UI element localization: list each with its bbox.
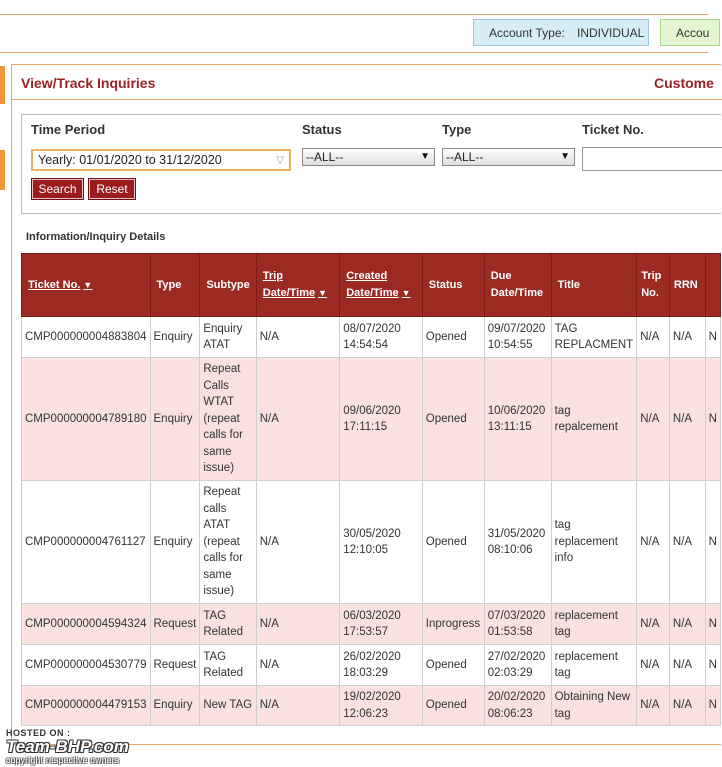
cell-ticket: CMP000000004594324 xyxy=(22,604,151,645)
column-header-created-datetime[interactable] xyxy=(340,254,423,317)
status-label: Status xyxy=(302,122,342,137)
cell-type: Enquiry xyxy=(150,317,200,358)
cell-title: replacement tag xyxy=(551,604,637,645)
cell-due: 07/03/2020 01:53:58 xyxy=(484,604,551,645)
cell-ticket: CMP000000004479153 xyxy=(22,686,151,726)
cell-type: Enquiry xyxy=(150,481,200,604)
account-type-value: INDIVIDUAL xyxy=(577,26,645,40)
column-header-rrn: RRN xyxy=(669,254,705,317)
cell-status: Opened xyxy=(422,481,484,604)
cell-trip: N/A xyxy=(256,604,339,645)
watermark-copyright: copyright respective owners xyxy=(6,755,120,765)
cell-trip-no: N/A xyxy=(637,358,670,481)
cell-due: 27/02/2020 02:03:29 xyxy=(484,645,551,686)
header-label: Ticket No. xyxy=(28,278,81,291)
cell-overflow: N xyxy=(705,645,720,686)
header-label: Date/Time xyxy=(346,287,399,299)
cell-overflow: N xyxy=(705,358,720,481)
cell-trip: N/A xyxy=(256,358,339,481)
cell-type: Enquiry xyxy=(150,358,200,481)
column-header-type: Type xyxy=(150,254,200,317)
cell-subtype: Repeat Calls WTAT (repeat calls for same issue) xyxy=(200,358,256,481)
column-header-title: Title xyxy=(551,254,637,317)
column-header-trip-no: Trip No. xyxy=(637,254,670,317)
cell-subtype: New TAG xyxy=(200,686,256,726)
cell-type: Request xyxy=(150,604,200,645)
filter-form xyxy=(21,114,721,214)
cell-trip: N/A xyxy=(256,481,339,604)
column-header-overflow xyxy=(705,254,720,317)
cell-status: Opened xyxy=(422,358,484,481)
cell-due: 10/06/2020 13:11:15 xyxy=(484,358,551,481)
cell-rrn: N/A xyxy=(669,645,705,686)
cell-created: 30/05/2020 12:10:05 xyxy=(340,481,423,604)
inquiry-panel xyxy=(11,64,721,745)
cell-trip-no: N/A xyxy=(637,317,670,358)
cell-created: 06/03/2020 17:53:57 xyxy=(340,604,423,645)
sort-down-icon: ▼ xyxy=(401,288,411,298)
account-status-badge: Accou xyxy=(660,19,720,46)
chevron-down-icon: ▽ xyxy=(276,155,284,166)
cell-rrn: N/A xyxy=(669,604,705,645)
table-header-row xyxy=(22,254,721,317)
cell-title: TAG REPLACMENT xyxy=(551,317,637,358)
header-divider xyxy=(0,52,708,53)
account-type-label: Account Type: xyxy=(489,26,565,40)
watermark-logo: Team-BHP.com xyxy=(6,737,129,756)
dropdown-arrow-icon: ▼ xyxy=(420,151,430,162)
cell-overflow: N xyxy=(705,317,720,358)
cell-overflow: N xyxy=(705,481,720,604)
cell-created: 19/02/2020 12:06:23 xyxy=(340,686,423,726)
cell-title: Obtaining New tag xyxy=(551,686,637,726)
cell-trip-no: N/A xyxy=(637,481,670,604)
sort-down-icon: ▼ xyxy=(318,288,328,298)
account-bar xyxy=(0,15,708,51)
cell-overflow: N xyxy=(705,686,720,726)
cell-trip: N/A xyxy=(256,645,339,686)
cell-due: 09/07/2020 10:54:55 xyxy=(484,317,551,358)
header-label: Trip xyxy=(262,270,283,282)
ticket-no-label: Ticket No. xyxy=(582,122,644,137)
left-tab-marker xyxy=(0,66,5,104)
column-header-ticket[interactable] xyxy=(22,254,151,317)
column-header-status: Status xyxy=(422,254,484,317)
cell-status: Opened xyxy=(422,317,484,358)
header-label: Date/Time xyxy=(262,287,316,299)
cell-due: 20/02/2020 08:06:23 xyxy=(484,686,551,726)
status-value: --ALL-- xyxy=(306,150,344,164)
cell-created: 26/02/2020 18:03:29 xyxy=(340,645,423,686)
panel-divider xyxy=(12,99,722,100)
column-header-subtype: Subtype xyxy=(200,254,256,317)
time-period-select[interactable] xyxy=(31,149,291,171)
type-value: --ALL-- xyxy=(446,150,484,164)
cell-trip: N/A xyxy=(256,317,339,358)
cell-subtype: Enquiry ATAT xyxy=(200,317,256,358)
type-label: Type xyxy=(442,122,472,137)
cell-type: Enquiry xyxy=(150,686,200,726)
inquiry-table xyxy=(21,253,721,726)
cell-ticket: CMP000000004789180 xyxy=(22,358,151,481)
watermark-hosted: HOSTED ON : xyxy=(6,728,71,738)
cell-trip: N/A xyxy=(256,686,339,726)
cell-trip-no: N/A xyxy=(637,645,670,686)
cell-ticket: CMP000000004530779 xyxy=(22,645,151,686)
table-row[interactable] xyxy=(22,481,721,604)
status-select[interactable] xyxy=(302,148,435,166)
time-period-label: Time Period xyxy=(31,122,106,137)
cell-title: tag replacement info xyxy=(551,481,637,604)
section-caption: Information/Inquiry Details xyxy=(26,231,166,243)
cell-ticket: CMP000000004883804 xyxy=(22,317,151,358)
cell-subtype: Repeat calls ATAT (repeat calls for same issue) xyxy=(200,481,256,604)
table-row[interactable] xyxy=(22,604,721,645)
left-tab-marker xyxy=(0,150,5,190)
cell-status: Opened xyxy=(422,645,484,686)
ticket-no-input[interactable] xyxy=(582,147,722,171)
account-type-badge xyxy=(473,19,649,46)
cell-rrn: N/A xyxy=(669,358,705,481)
cell-rrn: N/A xyxy=(669,481,705,604)
type-select[interactable] xyxy=(442,148,575,166)
time-period-value: Yearly: 01/01/2020 to 31/12/2020 xyxy=(38,153,222,167)
column-header-trip-datetime[interactable] xyxy=(256,254,339,317)
cell-ticket: CMP000000004761127 xyxy=(22,481,151,604)
cell-title: tag repalcement xyxy=(551,358,637,481)
search-button[interactable]: Search xyxy=(31,178,84,200)
cell-due: 31/05/2020 08:10:06 xyxy=(484,481,551,604)
cell-subtype: TAG Related xyxy=(200,645,256,686)
sort-down-icon: ▼ xyxy=(83,279,93,290)
cell-status: Opened xyxy=(422,686,484,726)
cell-trip-no: N/A xyxy=(637,604,670,645)
dropdown-arrow-icon: ▼ xyxy=(560,151,570,162)
cell-trip-no: N/A xyxy=(637,686,670,726)
table-row[interactable] xyxy=(22,358,721,481)
page-title: View/Track Inquiries xyxy=(21,75,156,91)
table-row[interactable] xyxy=(22,317,721,358)
header-label: Created xyxy=(346,270,388,282)
cell-title: replacement tag xyxy=(551,645,637,686)
cell-rrn: N/A xyxy=(669,686,705,726)
cell-status: Inprogress xyxy=(422,604,484,645)
cell-rrn: N/A xyxy=(669,317,705,358)
reset-button[interactable]: Reset xyxy=(88,178,136,200)
table-row[interactable] xyxy=(22,645,721,686)
cell-created: 09/06/2020 17:11:15 xyxy=(340,358,423,481)
table-row[interactable] xyxy=(22,686,721,726)
cell-created: 08/07/2020 14:54:54 xyxy=(340,317,423,358)
cell-type: Request xyxy=(150,645,200,686)
cell-subtype: TAG Related xyxy=(200,604,256,645)
column-header-due-datetime: Due Date/Time xyxy=(484,254,551,317)
customer-link[interactable]: Custome xyxy=(654,75,714,91)
cell-overflow: N xyxy=(705,604,720,645)
